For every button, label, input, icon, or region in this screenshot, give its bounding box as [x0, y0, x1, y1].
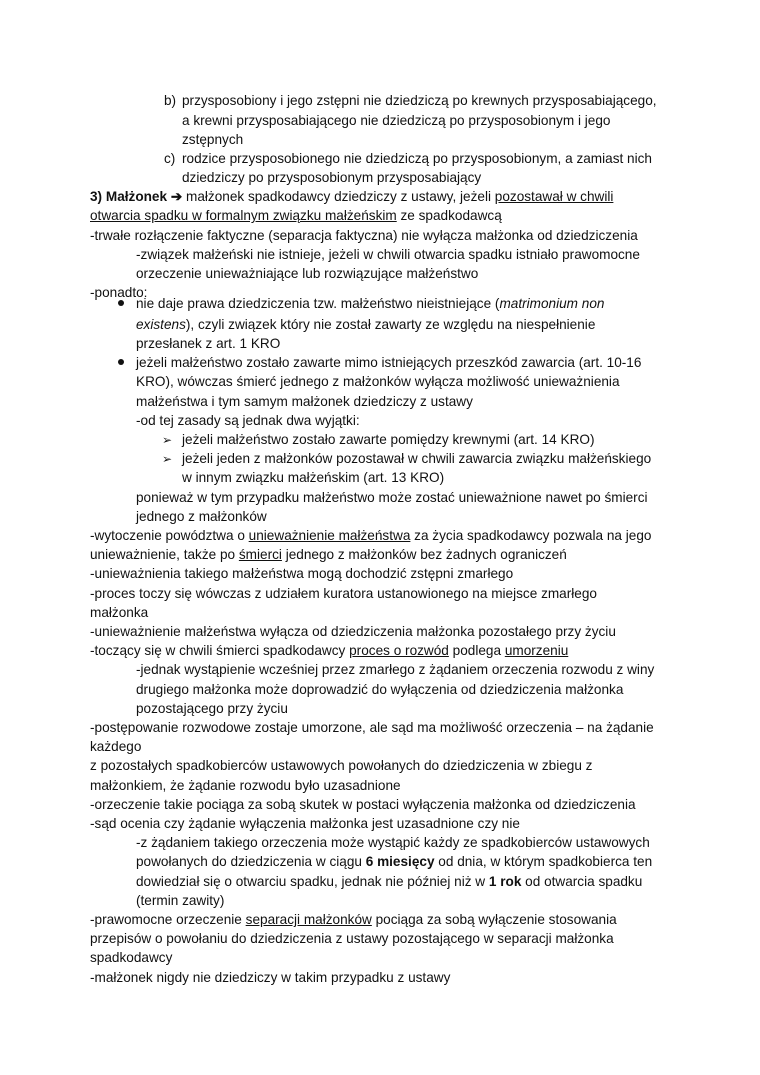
italic-text: matrimonium non — [499, 296, 605, 311]
underlined-text: umorzeniu — [504, 643, 569, 658]
bullet-line: jeżeli małżeństwo zostało zawarte mimo istniejących przeszkód zawarcia (art. 10-16 — [136, 355, 642, 370]
paragraph-line: -unieważnienie małżeństwa wyłącza od dziedziczenia małżonka pozostałego przy życiu — [90, 624, 616, 639]
exception-line: jeżeli małżeństwo zostało zawarte pomiędzy krewnymi (art. 14 KRO) — [182, 432, 595, 447]
paragraph-line — [90, 910, 617, 930]
text: nie daje prawa dziedziczenia tzw. małżeństwo nieistniejące ( — [136, 296, 500, 311]
text: podlega — [448, 643, 505, 658]
section-heading-line — [90, 187, 613, 207]
paragraph-line: -związek małżeński nie istnieje, jeżeli w chwili otwarcia spadku istniało prawomocne — [136, 247, 640, 262]
exception-line: w innym związku małżeńskim (art. 13 KRO) — [182, 470, 445, 485]
list-item-c-line: dziedziczy po przysposobionym przysposabiający — [182, 170, 482, 185]
italic-text: existens — [136, 317, 186, 332]
exception-line: jeżeli jeden z małżonków pozostawał w chwili zawarcia związku małżeńskiego — [182, 451, 652, 466]
bullet-line: KRO), wówczas śmierć jednego z małżonków wyłącza możliwość unieważnienia — [136, 374, 620, 389]
list-marker-c: c) — [164, 151, 176, 166]
bold-text: 6 miesięcy — [365, 854, 435, 869]
paragraph-line — [136, 872, 642, 892]
text: -wytoczenie powództwa o — [90, 528, 249, 543]
text: za życia spadkodawcy pozwala na jego — [410, 528, 652, 543]
list-item-b-line: przysposobiony i jego zstępni nie dziedziczą po krewnych przysposabiającego, — [182, 93, 657, 108]
paragraph-line: jednego z małżonków — [136, 509, 267, 524]
paragraph-line: z pozostałych spadkobierców ustawowych powołanych do dziedziczenia w zbiegu z — [90, 758, 593, 773]
section-heading: 3) Małżonek — [90, 189, 168, 204]
paragraph-line: -postępowanie rozwodowe zostaje umorzone, ale sąd ma możliwość orzeczenia – na żądanie — [90, 720, 654, 735]
text: unieważnienie, także po — [90, 547, 239, 562]
paragraph-line: -z żądaniem takiego orzeczenia może wystąpić każdy ze spadkobierców ustawowych — [136, 835, 650, 850]
section-line — [90, 206, 502, 226]
arrowhead-bullet-icon: ➢ — [162, 433, 173, 447]
heading-text: małżonek spadkodawcy dziedziczy z ustawy, jeżeli — [182, 189, 495, 204]
paragraph-line — [90, 641, 568, 661]
paragraph-line: spadkodawcy — [90, 950, 173, 965]
underlined-text: unieważnienie małżeństwa — [248, 528, 411, 543]
paragraph-line: -orzeczenie takie pociąga za sobą skutek w postaci wyłączenia małżonka od dziedziczenia — [90, 797, 636, 812]
text: -prawomocne orzeczenie — [90, 912, 246, 927]
paragraph-line: ponieważ w tym przypadku małżeństwo może zostać unieważnione nawet po śmierci — [136, 490, 648, 505]
paragraph-line: -sąd ocenia czy żądanie wyłączenia małżonka jest uzasadnione czy nie — [90, 816, 520, 831]
text: -toczący się w chwili śmierci spadkodawcy — [90, 643, 350, 658]
underlined-text: śmierci — [238, 547, 282, 562]
paragraph-line: małżonkiem, że żądanie rozwodu było uzasadnione — [90, 778, 401, 793]
paragraph-line: -małżonek nigdy nie dziedziczy w takim przypadku z ustawy — [90, 970, 451, 985]
paragraph-line: -ponadto: — [90, 285, 148, 300]
paragraph-line: drugiego małżonka może doprowadzić do wyłączenia od dziedziczenia małżonka — [136, 682, 624, 697]
text: od dnia, w którym spadkobierca ten — [434, 854, 653, 869]
paragraph-line — [136, 852, 652, 872]
bullet-line — [136, 294, 604, 314]
paragraph-line: orzeczenie unieważniające lub rozwiązujące małżeństwo — [136, 266, 479, 281]
bullet-line — [136, 315, 595, 335]
underlined-text: otwarcia spadku w formalnym związku małżeńskim — [90, 208, 397, 223]
text: ), czyli związek który nie został zawarty ze względu na niespełnienie — [185, 317, 596, 332]
arrow-right-icon: ➔ — [170, 189, 183, 204]
paragraph-line: -jednak wystąpienie wcześniej przez zmarłego z żądaniem orzeczenia rozwodu z winy — [136, 662, 655, 677]
underlined-text: separacji małżonków — [245, 912, 372, 927]
paragraph-line: każdego — [90, 739, 142, 754]
paragraph-line: -trwałe rozłączenie faktyczne (separacja faktyczna) nie wyłącza małżonka od dziedziczenia — [90, 228, 638, 243]
text: jednego z małżonków bez żadnych ograniczeń — [281, 547, 567, 562]
paragraph-line — [90, 526, 651, 546]
bullet-dot-icon — [118, 300, 124, 306]
paragraph-line: małżonka — [90, 605, 149, 620]
arrowhead-bullet-icon: ➢ — [162, 452, 173, 466]
paragraph-line: -unieważnienia takiego małżeństwa mogą dochodzić zstępni zmarłego — [90, 566, 514, 581]
list-item-c-line: rodzice przysposobionego nie dziedziczą po przysposobionym, a zamiast nich — [182, 151, 652, 166]
bullet-line: małżeństwa i tym samym małżonek dziedziczy z ustawy — [136, 394, 473, 409]
paragraph-line: przepisów o powołaniu do dziedziczenia z ustawy pozostającego w separacji małżonka — [90, 931, 614, 946]
list-marker-b: b) — [164, 93, 177, 108]
bullet-line: przesłanek z art. 1 KRO — [136, 336, 281, 351]
text: dowiedział się o otwarciu spadku, jednak nie później niż w — [136, 874, 489, 889]
text: od otwarcia spadku — [521, 874, 643, 889]
underlined-text: pozostawał w chwili — [494, 189, 614, 204]
list-item-b-line: a krewni przysposabiającego nie dziedziczą po przysposobionym i jego — [182, 113, 611, 128]
paragraph-line: -proces toczy się wówczas z udziałem kuratora ustanowionego na miejsce zmarłego — [90, 586, 597, 601]
underlined-text: proces o rozwód — [349, 643, 449, 658]
paragraph-line — [90, 545, 567, 565]
text: pociąga za sobą wyłączenie stosowania — [371, 912, 617, 927]
text: powołanych do dziedziczenia w ciągu — [136, 854, 366, 869]
bold-text: 1 rok — [488, 874, 522, 889]
paragraph-line: pozostającego przy życiu — [136, 701, 288, 716]
text: ze spadkodawcą — [396, 208, 502, 223]
paragraph-line: (termin zawity) — [136, 893, 225, 908]
bullet-line: -od tej zasady są jednak dwa wyjątki: — [136, 413, 360, 428]
list-item-b-line: zstępnych — [182, 132, 244, 147]
bullet-dot-icon — [118, 359, 124, 365]
